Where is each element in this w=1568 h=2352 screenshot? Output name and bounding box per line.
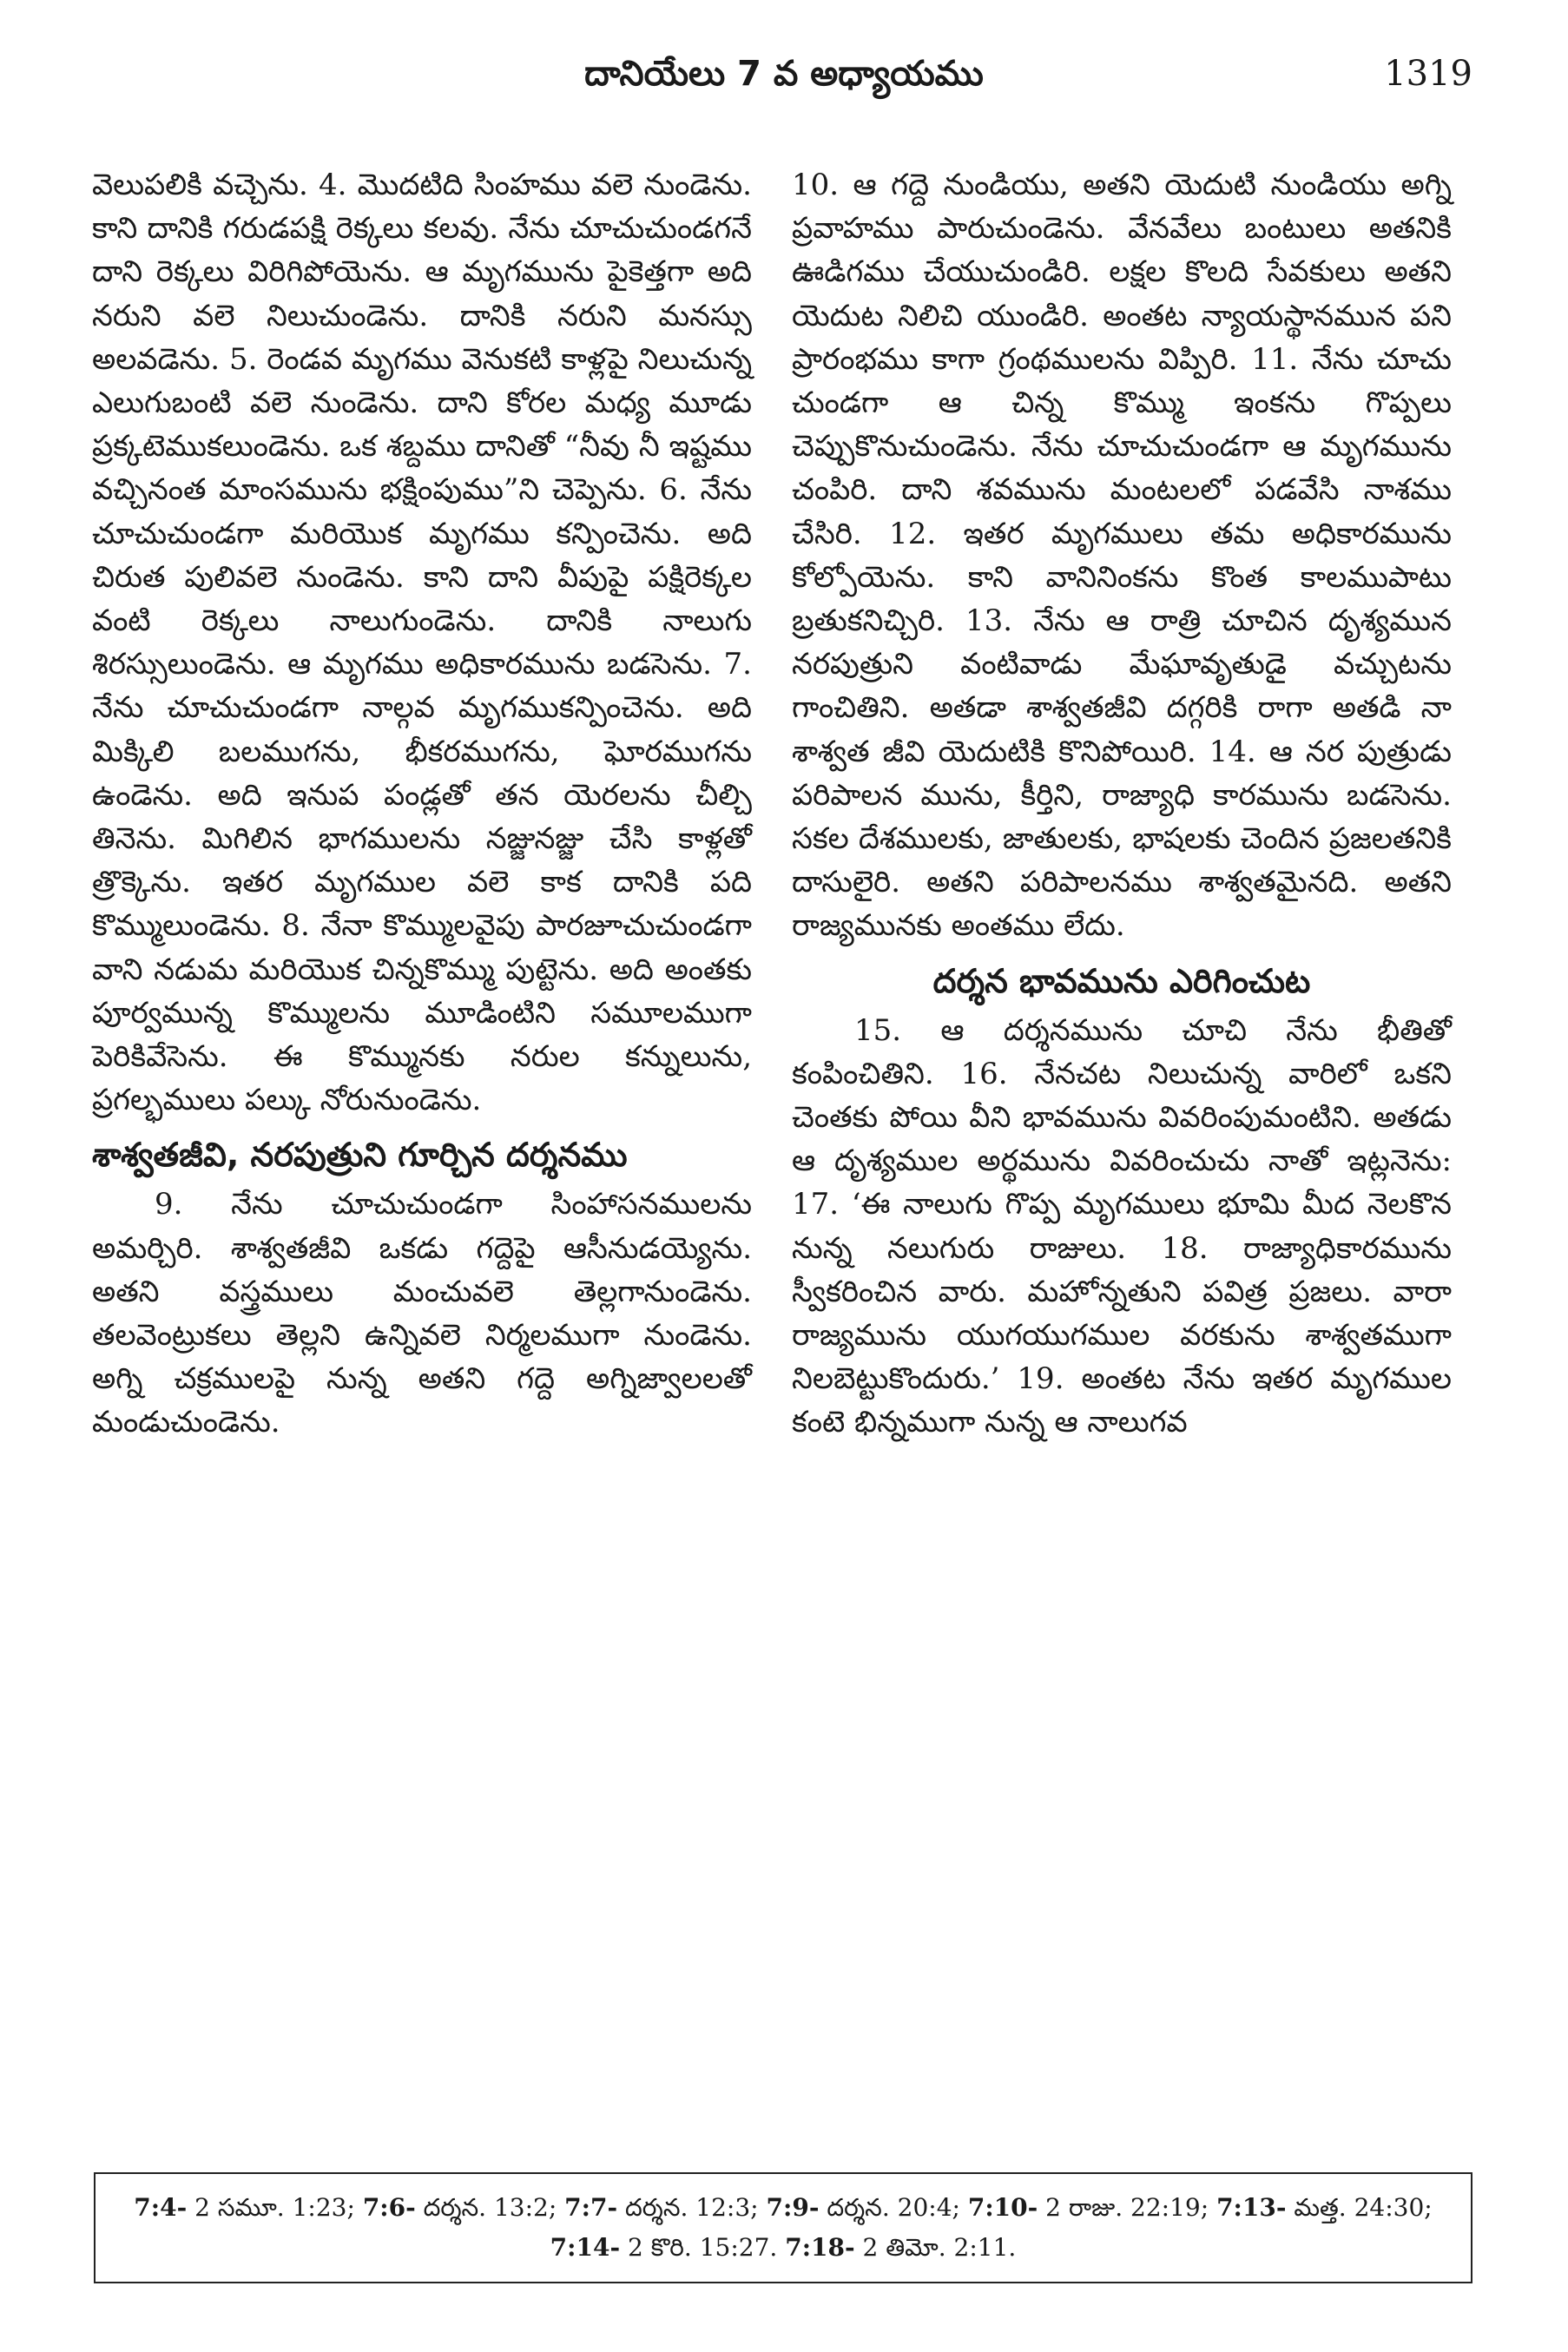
ref-label: 7:10-	[967, 2193, 1038, 2222]
ref-text: దర్శన. 20:4;	[819, 2193, 968, 2222]
ref-label: 7:4-	[134, 2193, 188, 2222]
right-column	[792, 163, 1452, 1445]
ref-text: 2 కొరి. 15:27.	[620, 2233, 786, 2262]
ref-label: 7:7-	[564, 2193, 618, 2222]
right-paragraph-2: 15. ఆ దర్శనమును చూచి నేను భీతితో కంపించితిని. 16. నేనచట నిలుచున్న వారిలో ఒకని చెంతకు పోయి వీని భావమును వివరింపుమంటిని. అతడు ఆ దృశ్యముల అర్థమును వివరించుచు నాతో ఇట్లనెను: 17. ‘ఈ నాలుగు గొప్ప మృగములు భూమి మీద నెలకొన నున్న నలుగురు రాజులు. 18. రాజ్యాధికారమును స్వీకరించిన వారు. మహోన్నతుని పవిత్ర ప్రజలు. వారా రాజ్యమును యుగయుగముల వరకును శాశ్వతముగా నిలబెట్టుకొందురు.’ 19. అంతట నేను ఇతర మృగముల కంటె భిన్నముగా నున్న ఆ నాలుగవ	[792, 1012, 1452, 1440]
section-heading-vision-son-of-man: శాశ్వతజీవి, నరపుత్రుని గూర్చిన దర్శనము	[92, 1136, 628, 1175]
ref-text: దర్శన. 13:2;	[415, 2193, 565, 2222]
ref-text: దర్శన. 12:3;	[617, 2193, 767, 2222]
left-paragraph-2: 9. నేను చూచుచుండగా సింహాసనములను అమర్చిరి. శాశ్వతజీవి ఒకడు గద్దెపై ఆసీనుడయ్యెను. అతని వస్త్రములు మంచువలె తెల్లగానుండెను. తలవెంట్రుకలు తెల్లని ఉన్నివలె నిర్మలముగా నుండెను. అగ్ని చక్రములపై నున్న అతని గద్దె అగ్నిజ్వాలలతో మండుచుండెను.	[92, 1187, 752, 1440]
page-header	[96, 54, 1472, 115]
page-number: 1319	[1384, 54, 1472, 94]
ref-label: 7:6-	[362, 2193, 416, 2222]
section-heading-interpretation: దర్శన భావమును ఎరిగించుట	[932, 961, 1311, 1000]
ref-label: 7:18-	[785, 2233, 855, 2262]
ref-text: 2 రాజు. 22:19;	[1038, 2193, 1217, 2222]
ref-text: 2 సమూ. 1:23;	[187, 2193, 363, 2222]
ref-label: 7:9-	[766, 2193, 820, 2222]
running-title: దానియేలు 7 వ అధ్యాయము	[584, 54, 984, 94]
ref-label: 7:14-	[550, 2233, 621, 2262]
ref-text: మత్త. 24:30;	[1286, 2193, 1433, 2222]
ref-label: 7:13-	[1216, 2193, 1287, 2222]
right-paragraph-1: 10. ఆ గద్దె నుండియు, అతని యెదుటి నుండియు అగ్ని ప్రవాహము పారుచుండెను. వేనవేలు బంటులు అతనికి ఊడిగము చేయుచుండిరి. లక్షల కొలది సేవకులు అతని యెదుట నిలిచి యుండిరి. అంతట న్యాయస్థానమున పని ప్రారంభము కాగా గ్రంథములను విప్పిరి. 11. నేను చూచు చుండగా ఆ చిన్న కొమ్ము ఇంకను గొప్పలు చెప్పుకొనుచుండెను. నేను చూచుచుండగా ఆ మృగమును చంపిరి. దాని శవమును మంటలలో పడవేసి నాశము చేసిరి. 12. ఇతర మృగములు తమ అధికారమును కోల్పోయెను. కాని వానినింకను కొంత కాలముపాటు బ్రతుకనిచ్చిరి. 13. నేను ఆ రాత్రి చూచిన దృశ్యమున నరపుత్రుని వంటివాడు మేఘావృతుడై వచ్చుటను గాంచితిని. అతడా శాశ్వతజీవి దగ్గరికి రాగా అతడి నా శాశ్వత జీవి యెదుటికి కొనిపోయిరి. 14. ఆ నర పుత్రుడు పరిపాలన మును, కీర్తిని, రాజ్యాధి కారమును బడసెను. సకల దేశములకు, జాతులకు, భాషలకు చెందిన ప్రజలతనికి దాసులైరి. అతని పరిపాలనము శాశ్వతమైనది. అతని రాజ్యమునకు అంతము లేదు.	[792, 168, 1452, 944]
left-column	[92, 163, 752, 1445]
cross-references-box	[94, 2172, 1472, 2283]
left-paragraph-1: వెలుపలికి వచ్చెను. 4. మొదటిది సింహము వలె నుండెను. కాని దానికి గరుడపక్షి రెక్కలు కలవు. నేను చూచుచుండగనే దాని రెక్కలు విరిగిపోయెను. ఆ మృగమును పైకెత్తగా అది నరుని వలె నిలుచుండెను. దానికి నరుని మనస్సు అలవడెను. 5. రెండవ మృగము వెనుకటి కాళ్లపై నిలుచున్న ఎలుగుబంటి వలె నుండెను. దాని కోరల మధ్య మూడు ప్రక్కటెముకలుండెను. ఒక శబ్దము దానితో “నీవు నీ ఇష్టము వచ్చినంత మాంసమును భక్షింపుము”ని చెప్పెను. 6. నేను చూచుచుండగా మరియొక మృగము కన్పించెను. అది చిరుత పులివలె నుండెను. కాని దాని వీపుపై పక్షిరెక్కల వంటి రెక్కలు నాలుగుండెను. దానికి నాలుగు శిరస్సులుండెను. ఆ మృగము అధికారమును బడసెను. 7. నేను చూచుచుండగా నాల్గవ మృగముకన్పించెను. అది మిక్కిలి బలముగను, భీకరముగను, ఘోరముగను ఉండెను. అది ఇనుప పండ్లతో తన యెరలను చీల్చి తినెను. మిగిలిన భాగములను నజ్జునజ్జు చేసి కాళ్లతో త్రొక్కెను. ఇతర మృగముల వలె కాక దానికి పది కొమ్ములుండెను. 8. నేనా కొమ్ములవైపు పారజూచుచుండగా వాని నడుమ మరియొక చిన్నకొమ్ము పుట్టెను. అది అంతకు పూర్వమున్న కొమ్ములను మూడింటిని సమూలముగా పెరికివేసెను. ఈ కొమ్మునకు నరుల కన్నులును, ప్రగల్భములు పల్కు నోరునుండెను.	[92, 168, 752, 1118]
ref-text: 2 తిమో. 2:11.	[854, 2233, 1017, 2262]
